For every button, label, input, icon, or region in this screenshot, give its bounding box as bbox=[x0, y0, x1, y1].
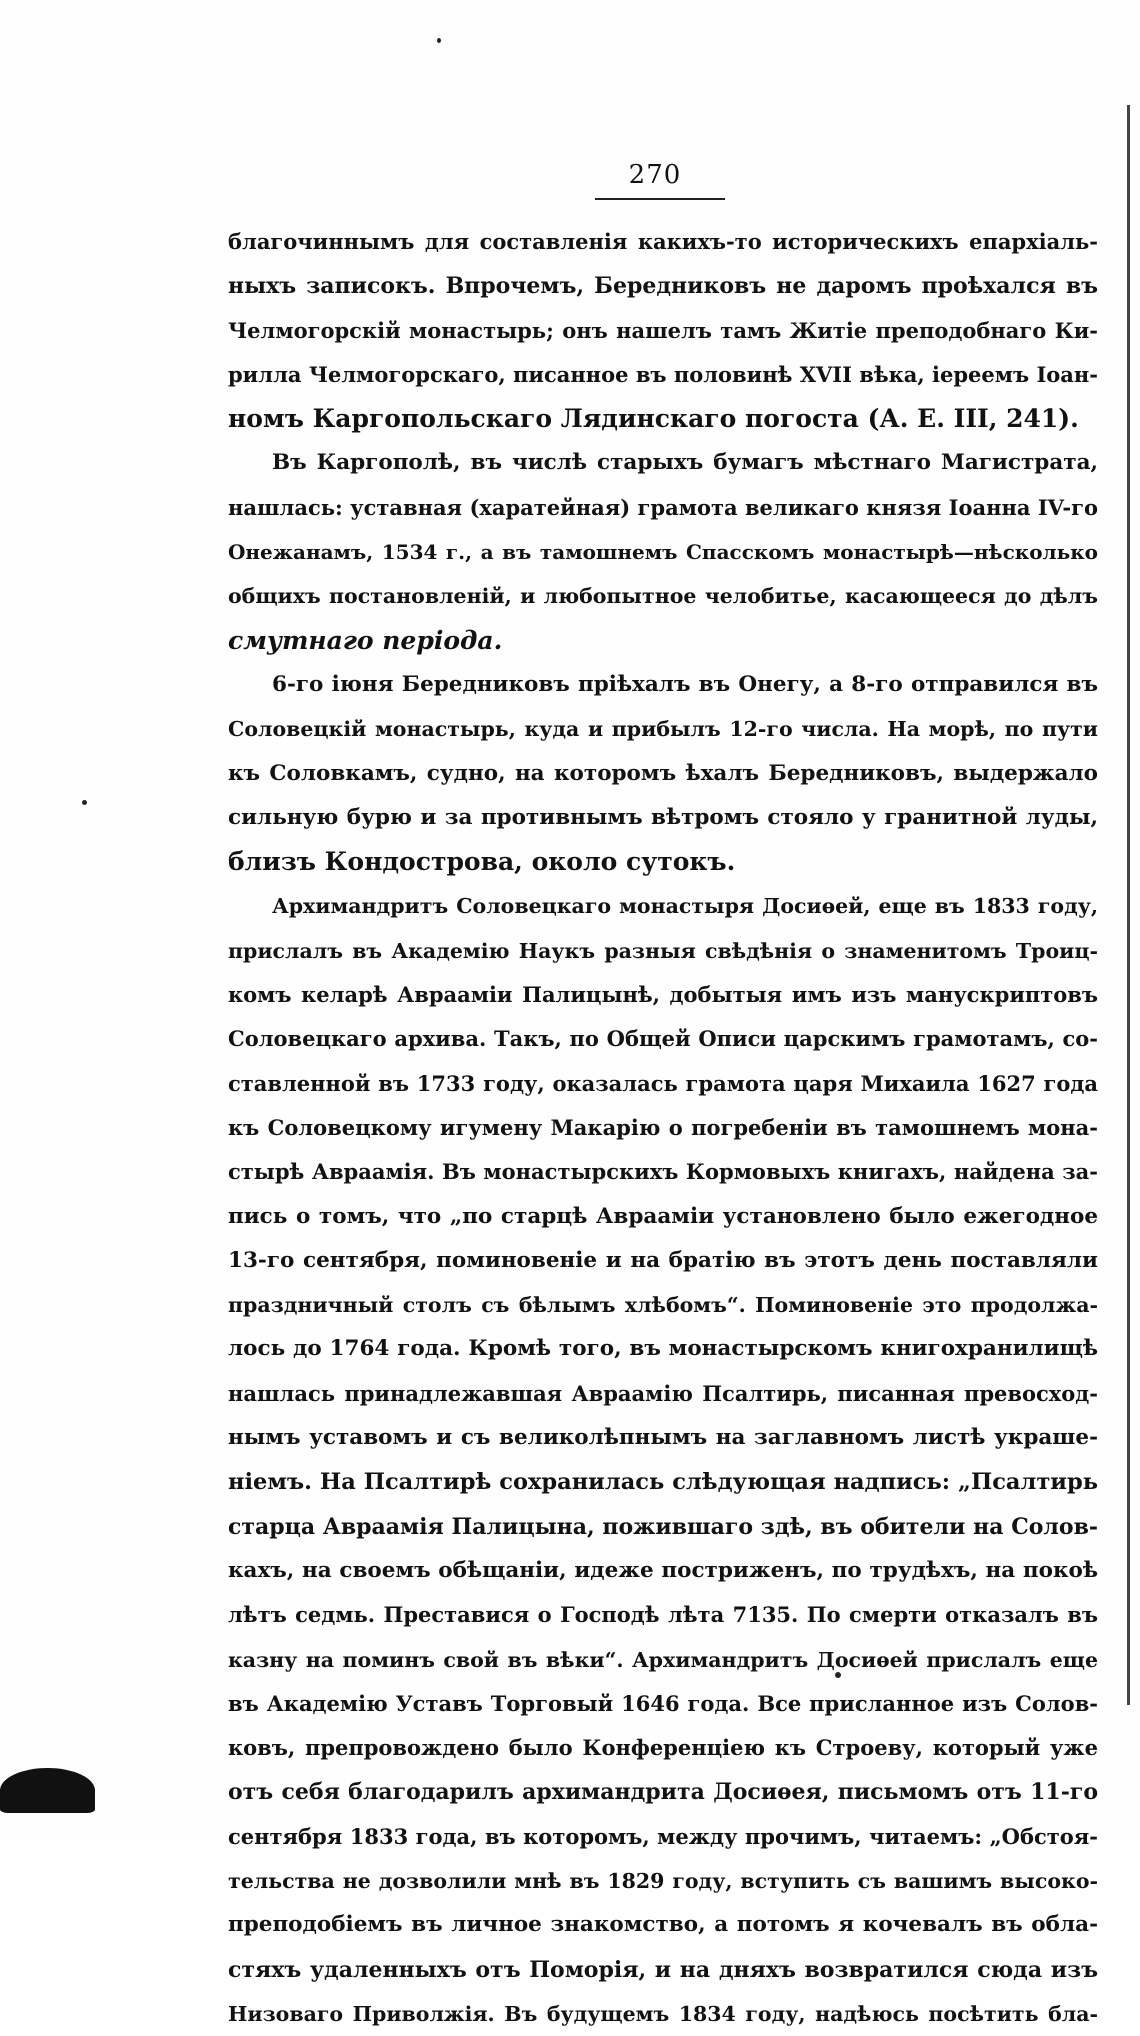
text-line: отъ себя благодарилъ архимандрита Досиѳея, письмомъ отъ 11-го bbox=[228, 1779, 1098, 1806]
scan-thumb-blot bbox=[0, 1768, 95, 1813]
text-line: рилла Челмогорскаго, писанное въ половинѣ XVII вѣка, іереемъ Іоан- bbox=[228, 361, 1098, 387]
text-line: нымъ уставомъ и съ великолѣпнымъ на заглавномъ листѣ украше- bbox=[228, 1425, 1098, 1451]
text-line: 13-го сентября, поминовеніе и на братію въ этотъ день поставляли bbox=[228, 1247, 1098, 1273]
text-line: Челмогорскій монастырь; онъ нашелъ тамъ Житіе преподобнаго Ки- bbox=[228, 317, 1098, 343]
ink-speck-left bbox=[82, 800, 87, 805]
text-line: лѣтъ седмь. Преставися о Господѣ лѣта 7135. По смерти отказалъ въ bbox=[228, 1602, 1098, 1628]
text-line: сильную бурю и за противнымъ вѣтромъ стояло у гранитной луды, bbox=[228, 804, 1098, 830]
text-line: 6-го іюня Бередниковъ пріѣхалъ въ Онегу, а 8-го отправился въ bbox=[272, 671, 1098, 697]
text-line: стырѣ Авраамія. Въ монастырскихъ Кормовыхъ книгахъ, найдена за- bbox=[228, 1159, 1098, 1185]
text-line: къ Соловецкому игумену Макарію о погребеніи въ тамошнемъ мона- bbox=[228, 1114, 1098, 1140]
scan-edge-line bbox=[1127, 105, 1130, 1705]
text-line: ковъ, препровождено было Конференціею къ Строеву, который уже bbox=[228, 1735, 1098, 1761]
text-line: Архимандритъ Соловецкаго монастыря Досиѳей, еще въ 1833 году, bbox=[272, 894, 1098, 919]
text-line: Соловецкій монастырь, куда и прибылъ 12-го числа. На морѣ, по пути bbox=[228, 717, 1098, 742]
text-line: въ Академію Уставъ Торговый 1646 года. Все присланное изъ Солов- bbox=[228, 1690, 1098, 1716]
text-line: прислалъ въ Академію Наукъ разныя свѣдѣнія о знаменитомъ Троиц- bbox=[228, 938, 1098, 963]
ink-speck-top bbox=[437, 38, 441, 43]
text-line: благочиннымъ для составленія какихъ-то историческихъ епархіаль- bbox=[228, 229, 1098, 254]
text-line: Соловецкаго архива. Такъ, по Общей Описи царскимъ грамотамъ, со- bbox=[228, 1026, 1098, 1052]
text-line: нашлась: уставная (харатейная) грамота великаго князя Іоанна IV-го bbox=[228, 494, 1098, 520]
text-line: нашлась принадлежавшая Авраамію Псалтирь, писанная превосход- bbox=[228, 1380, 1098, 1406]
text-line: ставленной въ 1733 году, оказалась грамота царя Михаила 1627 года bbox=[228, 1070, 1098, 1096]
text-line: близъ Кондострова, около сутокъ. bbox=[228, 847, 736, 877]
text-line: ныхъ записокъ. Впрочемъ, Бередниковъ не даромъ проѣхался въ bbox=[228, 273, 1098, 300]
text-line: комъ келарѣ Авраамiи Палицынѣ, добытыя имъ изъ манускриптовъ bbox=[228, 982, 1098, 1008]
text-line: номъ Каргопольскаго Лядинскаго погоста (А. Е. III, 241). bbox=[228, 404, 1079, 434]
text-line: смутнаго періода. bbox=[228, 625, 503, 655]
text-line: къ Соловкамъ, судно, на которомъ ѣхалъ Бередниковъ, выдержало bbox=[228, 760, 1098, 786]
text-line: Низоваго Приволжія. Въ будущемъ 1834 году, надѣюсь посѣтить бла- bbox=[228, 2001, 1098, 2026]
text-line: кахъ, на своемъ обѣщаніи, идеже постриженъ, по трудѣхъ, на покоѣ bbox=[228, 1557, 1098, 1583]
body-text bbox=[228, 220, 1098, 2036]
text-line: лось до 1764 года. Кромѣ того, въ монастырскомъ книгохранилищѣ bbox=[228, 1336, 1098, 1362]
text-line: праздничный столъ съ бѣлымъ хлѣбомъ“. Поминовеніе это продолжа- bbox=[228, 1293, 1098, 1318]
page-number-underline bbox=[595, 198, 725, 200]
page-number: 270 bbox=[628, 160, 682, 190]
text-line: сентября 1833 года, въ которомъ, между прочимъ, читаемъ: „Обстоя- bbox=[228, 1823, 1098, 1849]
text-line: казну на поминъ свой въ вѣки“. Архимандритъ Досиѳей прислалъ еще bbox=[228, 1647, 1098, 1672]
text-line: Онежанамъ, 1534 г., а въ тамошнемъ Спасскомъ монастырѣ—нѣсколько bbox=[228, 540, 1098, 565]
text-line: преподобіемъ въ личное знакомство, а потомъ я кочевалъ въ обла- bbox=[228, 1912, 1098, 1938]
text-line: ніемъ. На Псалтирѣ сохранилась слѣдующая надпись: „Псалтирь bbox=[228, 1469, 1098, 1496]
text-line: общихъ постановленій, и любопытное челобитье, касающееся до дѣлъ bbox=[228, 584, 1098, 609]
text-line: старца Авраамія Палицына, пожившаго здѣ, въ обители на Солов- bbox=[228, 1513, 1098, 1540]
text-line: пись о томъ, что „по старцѣ Авраамiи установлено было ежегодное bbox=[228, 1203, 1098, 1229]
text-line: стяхъ удаленныхъ отъ Поморія, и на дняхъ возвратился сюда изъ bbox=[228, 1956, 1098, 1983]
text-line: Въ Каргополѣ, въ числѣ старыхъ бумагъ мѣстнаго Магистрата, bbox=[272, 450, 1098, 476]
text-line: тельства не дозволили мнѣ въ 1829 году, вступить съ вашимъ высоко- bbox=[228, 1868, 1098, 1893]
